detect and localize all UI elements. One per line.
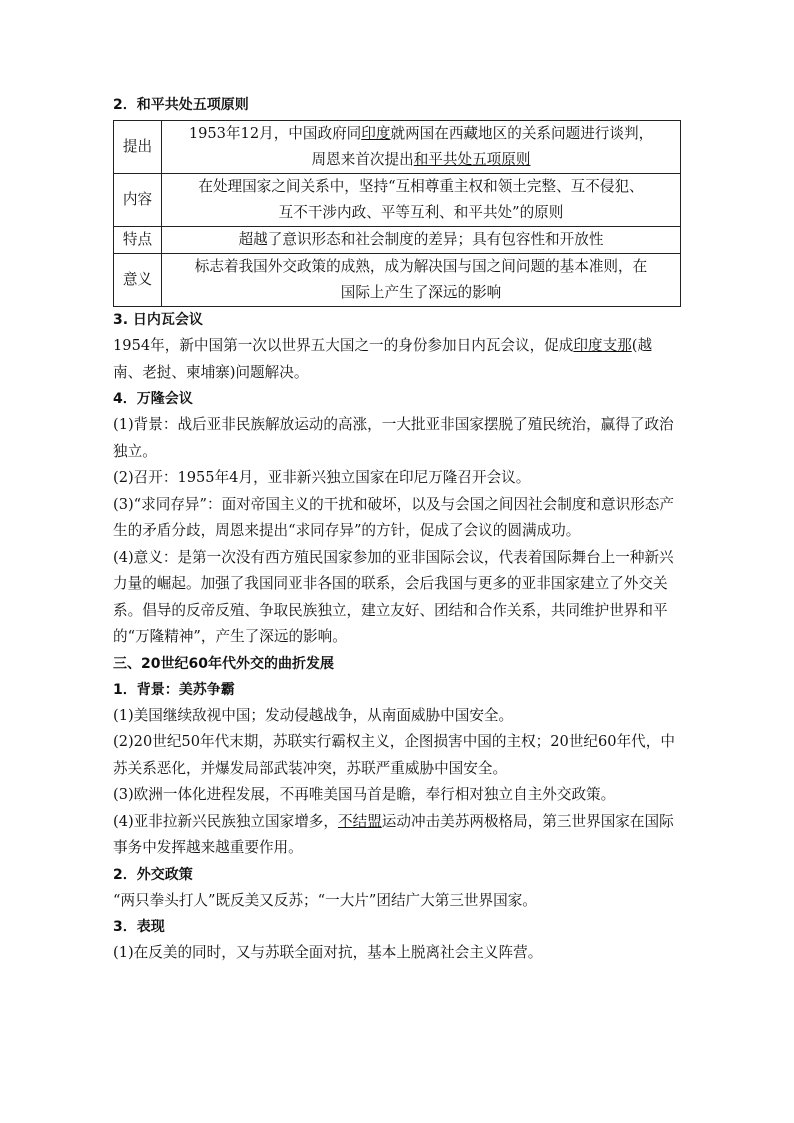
bandung-background: (1)背景：战后亚非民族解放运动的高涨，一大批亚非国家摆脱了殖民统治，赢得了政治独立。 bbox=[113, 416, 674, 460]
background-item-3: (3)欧洲一体化进程发展，不再唯美国马首是瞻，奉行相对独立自主外交政策。 bbox=[113, 786, 616, 803]
bandung-seek-common-ground: (3)“求同存异”：面对帝国主义的干扰和破坏，以及与会国之间因社会制度和意识形态产生的矛盾分歧，周恩来提出“求同存异”的方针，促成了会议的圆满成功。 bbox=[113, 495, 674, 539]
underlined-term: 不结盟 bbox=[338, 812, 382, 830]
table-row bbox=[114, 227, 681, 254]
row-text: 超越了意识形态和社会制度的差异；具有包容性和开放性 bbox=[238, 231, 604, 248]
background-item-1: (1)美国继续敌视中国；发动侵越战争，从南面威胁中国安全。 bbox=[113, 706, 514, 724]
section-heading-peaceful-coexistence: 2．和平共处五项原则 bbox=[113, 97, 249, 113]
principles-table bbox=[113, 120, 681, 307]
geneva-paragraph bbox=[113, 333, 681, 386]
background-item-2: (2)20世纪50年代末期，苏联实行霸权主义，企图损害中国的主权；20世纪60年代，中苏关系恶化，并爆发局部武装冲突，苏联严重威胁中国安全。 bbox=[113, 733, 675, 777]
table-row bbox=[114, 254, 681, 307]
row-text: 标志着我国外交政策的成熟，成为解决国与国之间问题的基本准则，在 bbox=[194, 258, 648, 275]
row-content bbox=[162, 121, 681, 174]
subheading-manifestation: 3．表现 bbox=[113, 919, 165, 935]
row-content bbox=[162, 174, 681, 227]
document-page bbox=[113, 92, 681, 967]
paragraph-text: (4)亚非拉新兴民族独立国家增多， bbox=[113, 812, 338, 830]
foreign-policy-text: “两只拳头打人”既反美又反苏；“一大片”团结广大第三世界国家。 bbox=[113, 891, 537, 909]
row-text: 在处理国家之间关系中，坚持“互相尊重主权和领土完整、互不侵犯、 bbox=[198, 178, 644, 195]
row-label: 意义 bbox=[114, 254, 162, 307]
underlined-term: 印度 bbox=[361, 125, 391, 142]
row-label: 内容 bbox=[114, 174, 162, 227]
subheading-background: 1．背景：美苏争霸 bbox=[113, 681, 235, 698]
manifestation-item-1: (1)在反美的同时，又与苏联全面对抗，基本上脱离社会主义阵营。 bbox=[113, 944, 543, 961]
row-text: 就两国在西藏地区的关系问题进行谈判， bbox=[390, 125, 654, 142]
row-text: 1953年12月，中国政府同 bbox=[188, 125, 362, 142]
underlined-term: 印度支那 bbox=[573, 337, 632, 354]
row-label: 特点 bbox=[114, 227, 162, 254]
row-text: 国际上产生了深远的影响 bbox=[340, 284, 502, 301]
row-text: 周恩来首次提出 bbox=[311, 151, 414, 168]
section-heading-1960s: 三、20世纪60年代外交的曲折发展 bbox=[113, 655, 334, 672]
section-heading-geneva: 3. 日内瓦会议 bbox=[113, 312, 203, 328]
section-heading-bandung: 4．万隆会议 bbox=[113, 391, 193, 407]
table-row bbox=[114, 121, 681, 174]
paragraph-text: 1954年，新中国第一次以世界五大国之一的身份参加日内瓦会议，促成 bbox=[113, 337, 574, 354]
row-text: 互不干涉内政、平等互利、和平共处”的原则 bbox=[278, 204, 564, 221]
background-item-4 bbox=[113, 809, 681, 862]
subheading-foreign-policy: 2．外交政策 bbox=[113, 866, 193, 883]
row-label: 提出 bbox=[114, 121, 162, 174]
paragraph-text: 运动冲击美苏两极格局，第三世界国家在国际事务中发挥越来越重要作用。 bbox=[113, 812, 674, 856]
bandung-convening: (2)召开：1955年4月，亚非新兴独立国家在印尼万隆召开会议。 bbox=[113, 469, 531, 486]
underlined-term: 和平共处五项原则 bbox=[413, 151, 531, 168]
paragraph-text: (越南、老挝、柬埔寨)问题解决。 bbox=[113, 337, 653, 381]
table-row bbox=[114, 174, 681, 227]
bandung-significance: (4)意义：是第一次没有西方殖民国家参加的亚非国际会议，代表着国际舞台上一种新兴力量的崛起。加强了我国同亚非各国的联系，会后我国与更多的亚非国家建立了外交关系。倡导的反帝反殖、争取民族独立，建立友好、团结和合作关系，共同维护世界和平的“万隆精神”，产生了深远的影响。 bbox=[113, 548, 674, 645]
row-content bbox=[162, 254, 681, 307]
row-content bbox=[162, 227, 681, 254]
